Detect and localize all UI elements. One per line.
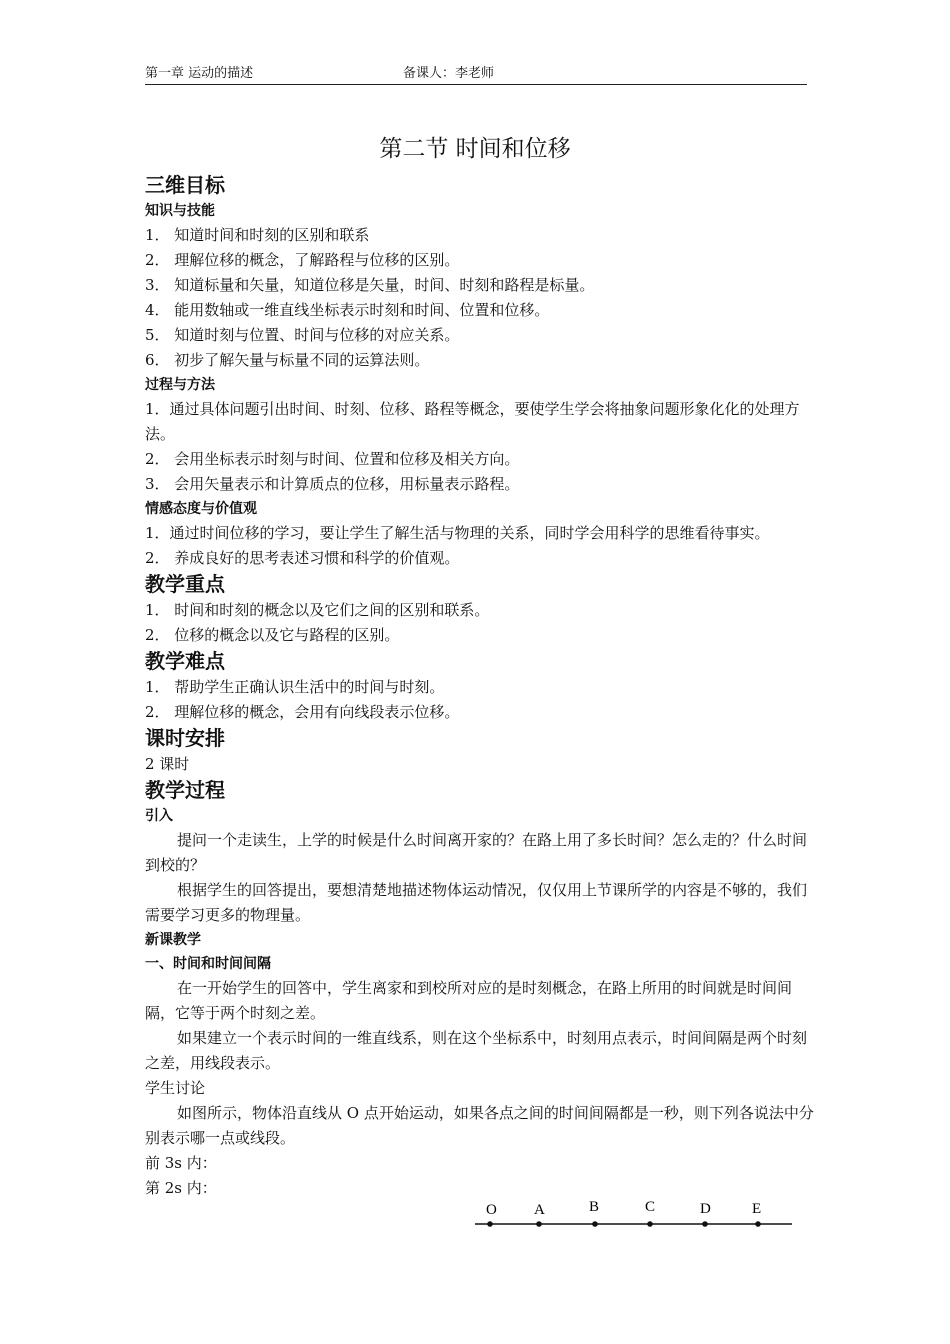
list-item: 1．通过具体问题引出时间、时刻、位移、路程等概念，要使学生学会将抽象问题形象化化的处理方法。	[145, 400, 800, 443]
list-item: 2． 养成良好的思考表述习惯和科学的价值观。	[145, 549, 460, 567]
heading-knowledge: 知识与技能	[145, 203, 215, 219]
timeline-diagram	[470, 1192, 800, 1232]
list-item: 2． 理解位移的概念，了解路程与位移的区别。	[145, 251, 460, 269]
timeline-label-b: B	[589, 1199, 600, 1215]
list-item: 2． 会用坐标表示时刻与时间、位置和位移及相关方向。	[145, 450, 520, 468]
heading-goals: 三维目标	[145, 173, 225, 197]
list-item: 1． 帮助学生正确认识生活中的时间与时刻。	[145, 678, 445, 696]
list-item: 1． 知道时间和时刻的区别和联系	[145, 226, 370, 244]
timeline-label-e: E	[752, 1201, 762, 1217]
question-item: 第 2s 内：	[145, 1179, 217, 1197]
paragraph: 提问一个走读生，上学的时候是什么时间离开家的？在路上用了多长时间？怎么走的？什么时间到校的？	[145, 831, 808, 874]
heading-difficulty: 教学难点	[145, 649, 225, 673]
discussion-label: 学生讨论	[145, 1079, 206, 1097]
schedule-text: 2 课时	[145, 755, 190, 773]
paragraph: 如图所示，物体沿直线从 O 点开始运动，如果各点之间的时间间隔都是一秒，则下列各说法中分别表示哪一点或线段。	[145, 1104, 814, 1147]
timeline-point-e	[755, 1221, 761, 1227]
list-item: 2． 位移的概念以及它与路程的区别。	[145, 626, 400, 644]
heading-schedule: 课时安排	[145, 726, 225, 750]
timeline-point-o	[487, 1221, 493, 1227]
timeline-point-b	[592, 1221, 598, 1227]
question-item: 前 3s 内：	[145, 1154, 217, 1172]
list-item: 1． 时间和时刻的概念以及它们之间的区别和联系。	[145, 601, 490, 619]
list-item: 5． 知道时刻与位置、时间与位移的对应关系。	[145, 326, 460, 344]
heading-intro: 引入	[145, 808, 173, 824]
page-header	[145, 66, 807, 85]
list-item: 2． 理解位移的概念，会用有向线段表示位移。	[145, 703, 460, 721]
page-title: 第二节 时间和位移	[379, 136, 571, 162]
list-item: 1．通过时间位移的学习，要让学生了解生活与物理的关系，同时学会用科学的思维看待事实。	[145, 524, 770, 542]
header-author: 备课人：李老师	[403, 66, 495, 81]
heading-focus: 教学重点	[145, 572, 225, 596]
header-chapter: 第一章 运动的描述	[145, 66, 254, 81]
heading-teaching-process: 教学过程	[145, 778, 225, 802]
paragraph: 如果建立一个表示时间的一维直线系，则在这个坐标系中，时刻用点表示，时间间隔是两个时刻之差，用线段表示。	[145, 1029, 808, 1072]
timeline-label-o: O	[486, 1202, 497, 1218]
list-item: 3． 知道标量和矢量，知道位移是矢量，时间、时刻和路程是标量。	[145, 276, 595, 294]
timeline-point-d	[702, 1221, 708, 1227]
paragraph: 在一开始学生的回答中，学生离家和到校所对应的是时刻概念，在路上所用的时间就是时间间隔，它等于两个时刻之差。	[145, 979, 793, 1022]
timeline-label-a: A	[534, 1202, 545, 1218]
list-item: 4． 能用数轴或一维直线坐标表示时刻和时间、位置和位移。	[145, 301, 550, 319]
list-item: 3． 会用矢量表示和计算质点的位移，用标量表示路程。	[145, 475, 520, 493]
timeline-point-a	[536, 1221, 542, 1227]
document-body	[145, 172, 817, 1201]
timeline-label-c: C	[645, 1199, 656, 1215]
timeline-label-d: D	[700, 1201, 711, 1217]
heading-time-interval: 一、时间和时间间隔	[145, 956, 271, 972]
list-item: 6． 初步了解矢量与标量不同的运算法则。	[145, 351, 430, 369]
heading-new-lesson: 新课教学	[145, 932, 201, 948]
timeline-point-c	[647, 1221, 653, 1227]
heading-emotion: 情感态度与价值观	[145, 501, 257, 517]
heading-process-method: 过程与方法	[145, 377, 215, 393]
paragraph: 根据学生的回答提出，要想清楚地描述物体运动情况，仅仅用上节课所学的内容是不够的，我们需要学习更多的物理量。	[145, 881, 808, 924]
